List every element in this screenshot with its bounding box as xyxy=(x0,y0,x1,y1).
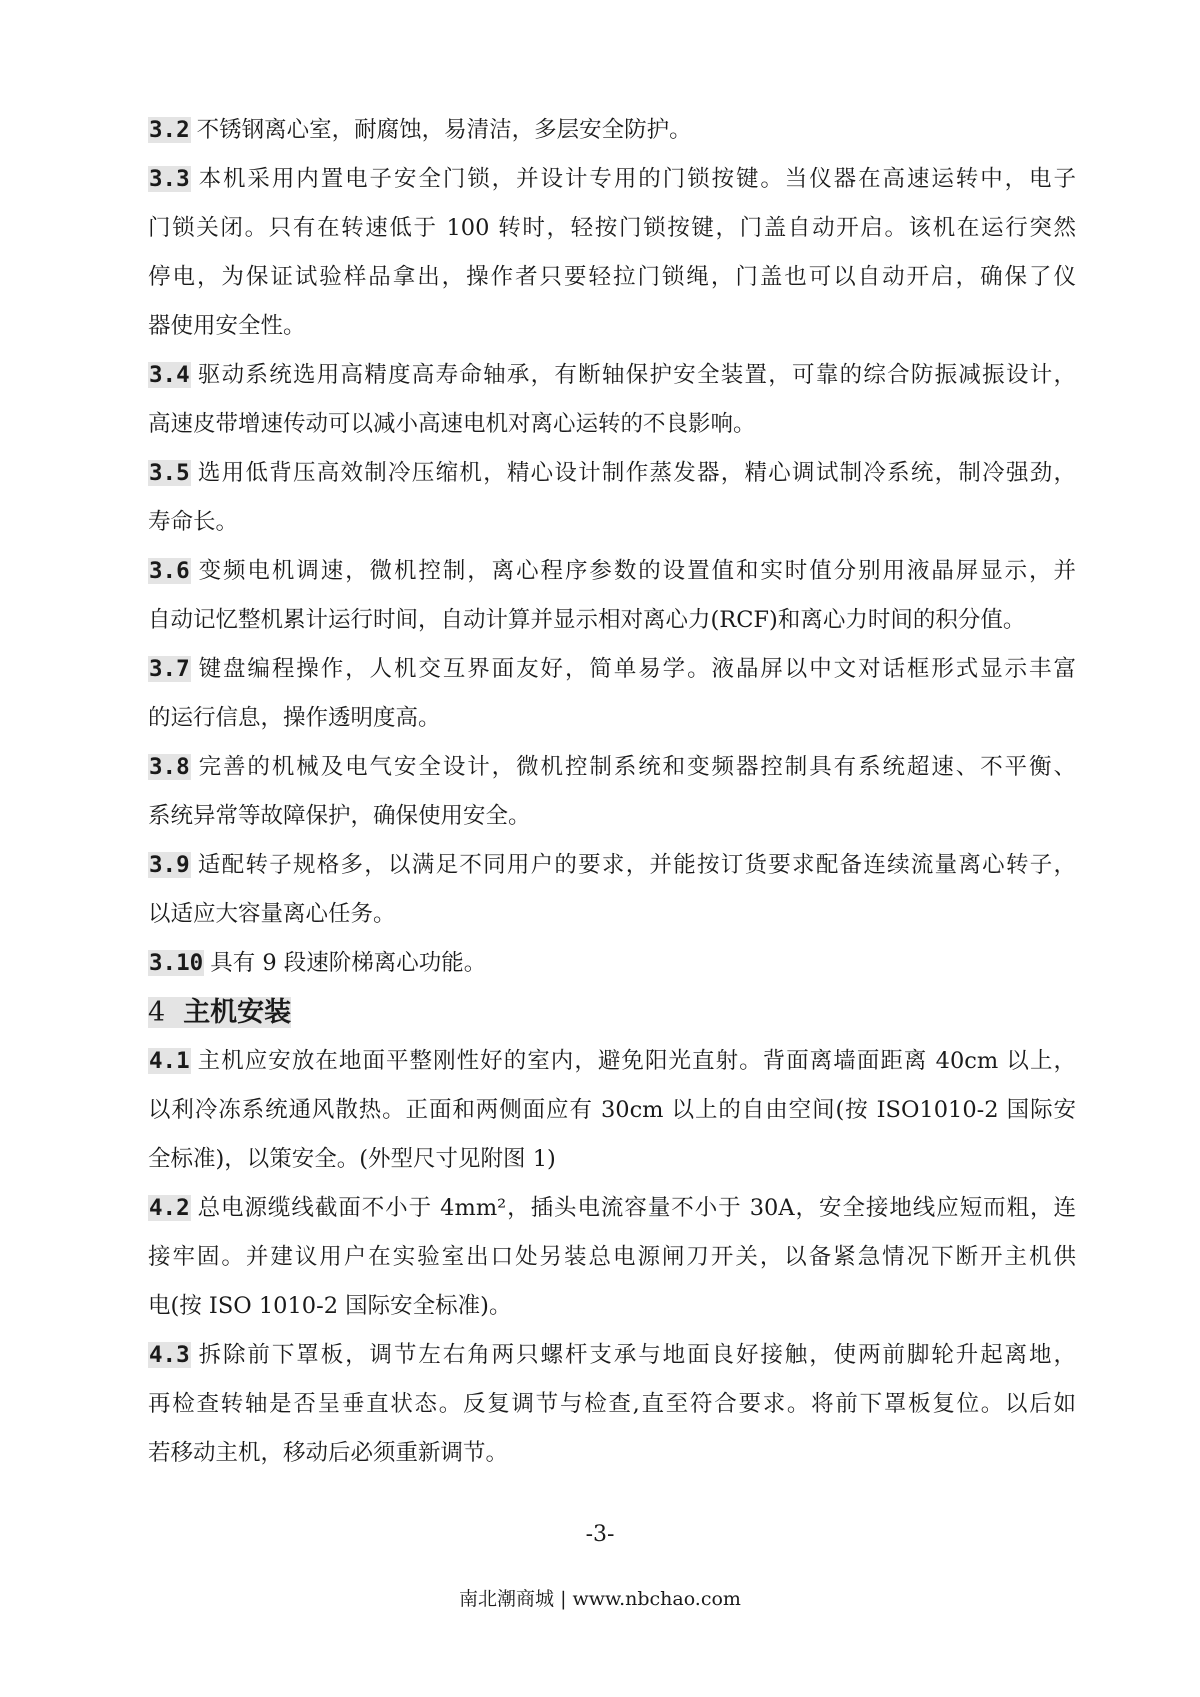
heading-title: 主机安装 xyxy=(183,997,292,1028)
text-line xyxy=(148,204,1076,253)
line-text: 接牢固。并建议用户在实验室出口处另装总电源闸刀开关，以备紧急情况下断开主机供 xyxy=(148,1244,1076,1270)
line-text: 拆除前下罩板，调节左右角两只螺杆支承与地面良好接触，使两前脚轮升起离地， xyxy=(196,1342,1076,1368)
line-text: 寿命长。 xyxy=(148,509,239,535)
item-number: 3.4 xyxy=(149,362,190,388)
text-line xyxy=(148,1037,1076,1086)
text-line xyxy=(148,253,1076,302)
item-number: 3.2 xyxy=(149,117,190,143)
line-text: 本机采用内置电子安全门锁，并设计专用的门锁按键。当仪器在高速运转中，电子 xyxy=(196,166,1076,192)
text-line xyxy=(148,498,1076,547)
line-text: 再检查转轴是否呈垂直状态。反复调节与检查,直至符合要求。将前下罩板复位。以后如 xyxy=(148,1391,1076,1417)
line-text: 完善的机械及电气安全设计，微机控制系统和变频器控制具有系统超速、不平衡、 xyxy=(196,754,1076,780)
line-text: 的运行信息，操作透明度高。 xyxy=(148,705,441,731)
line-text: 适配转子规格多，以满足不同用户的要求，并能按订货要求配备连续流量离心转子， xyxy=(196,852,1076,878)
line-text: 全标准)，以策安全。(外型尺寸见附图 1) xyxy=(148,1146,556,1172)
line-text: 总电源缆线截面不小于 4mm²，插头电流容量不小于 30A，安全接地线应短而粗，连 xyxy=(196,1195,1076,1221)
item-number: 3.8 xyxy=(149,754,190,780)
paragraph-item xyxy=(148,547,1076,645)
text-line xyxy=(148,743,1076,792)
line-text: 驱动系统选用高精度高寿命轴承，有断轴保护安全装置，可靠的综合防振减振设计， xyxy=(196,362,1076,388)
section-heading xyxy=(148,988,1076,1037)
line-text: 自动记忆整机累计运行时间，自动计算并显示相对离心力(RCF)和离心力时间的积分值。 xyxy=(148,607,1026,633)
item-number: 3.9 xyxy=(149,852,190,878)
line-text: 不锈钢离心室，耐腐蚀，易清洁，多层安全防护。 xyxy=(196,117,692,143)
paragraph-item xyxy=(148,155,1076,351)
text-line xyxy=(148,400,1076,449)
line-text: 具有 9 段速阶梯离心功能。 xyxy=(210,950,487,976)
document-body xyxy=(148,106,1076,1478)
line-text: 选用低背压高效制冷压缩机，精心设计制作蒸发器，精心调试制冷系统，制冷强劲， xyxy=(196,460,1076,486)
text-line xyxy=(148,1233,1076,1282)
text-line xyxy=(148,106,1076,155)
paragraph-item xyxy=(148,743,1076,841)
text-line xyxy=(148,155,1076,204)
text-line xyxy=(148,351,1076,400)
line-text: 停电，为保证试验样品拿出，操作者只要轻拉门锁绳，门盖也可以自动开启，确保了仪 xyxy=(148,264,1076,290)
item-number: 4.2 xyxy=(149,1195,190,1221)
text-line xyxy=(148,1380,1076,1429)
item-number: 4.3 xyxy=(149,1342,190,1368)
text-line xyxy=(148,1086,1076,1135)
text-line xyxy=(148,1429,1076,1478)
line-text: 高速皮带增速传动可以减小高速电机对离心运转的不良影响。 xyxy=(148,411,756,437)
paragraph-item xyxy=(148,1331,1076,1478)
text-line xyxy=(148,449,1076,498)
paragraph-item xyxy=(148,841,1076,939)
text-line xyxy=(148,792,1076,841)
paragraph-item xyxy=(148,351,1076,449)
text-line xyxy=(148,1135,1076,1184)
section-4-items xyxy=(148,1037,1076,1478)
line-text: 系统异常等故障保护，确保使用安全。 xyxy=(148,803,531,829)
line-text: 键盘编程操作，人机交互界面友好，简单易学。液晶屏以中文对话框形式显示丰富 xyxy=(196,656,1076,682)
paragraph-item xyxy=(148,1037,1076,1184)
section-3-items xyxy=(148,106,1076,988)
footer-watermark: 南北潮商城 | www.nbchao.com xyxy=(459,1588,741,1610)
text-line xyxy=(148,1184,1076,1233)
text-line xyxy=(148,1331,1076,1380)
text-line xyxy=(148,890,1076,939)
page-number: -3- xyxy=(585,1522,615,1547)
line-text: 电(按 ISO 1010-2 国际安全标准)。 xyxy=(148,1293,512,1319)
item-number: 3.10 xyxy=(149,950,204,976)
paragraph-item xyxy=(148,449,1076,547)
text-line xyxy=(148,547,1076,596)
line-text: 若移动主机，移动后必须重新调节。 xyxy=(148,1440,509,1466)
item-number: 3.6 xyxy=(149,558,190,584)
line-text: 门锁关闭。只有在转速低于 100 转时，轻按门锁按键，门盖自动开启。该机在运行突然 xyxy=(148,215,1076,241)
paragraph-item xyxy=(148,645,1076,743)
heading-number: 4 xyxy=(148,997,166,1028)
item-number: 3.3 xyxy=(149,166,190,192)
paragraph-item xyxy=(148,1184,1076,1331)
text-line xyxy=(148,645,1076,694)
item-number: 4.1 xyxy=(149,1048,190,1074)
text-line xyxy=(148,302,1076,351)
text-line xyxy=(148,1282,1076,1331)
line-text: 以适应大容量离心任务。 xyxy=(148,901,396,927)
text-line xyxy=(148,841,1076,890)
line-text: 主机应安放在地面平整刚性好的室内，避免阳光直射。背面离墙面距离 40cm 以上， xyxy=(196,1048,1076,1074)
text-line xyxy=(148,694,1076,743)
line-text: 以利冷冻系统通风散热。正面和两侧面应有 30cm 以上的自由空间(按 ISO1010-2 国际安 xyxy=(148,1097,1076,1123)
item-number: 3.7 xyxy=(149,656,190,682)
line-text: 器使用安全性。 xyxy=(148,313,306,339)
paragraph-item xyxy=(148,106,1076,155)
line-text: 变频电机调速，微机控制，离心程序参数的设置值和实时值分别用液晶屏显示，并 xyxy=(196,558,1076,584)
text-line xyxy=(148,596,1076,645)
paragraph-item xyxy=(148,939,1076,988)
item-number: 3.5 xyxy=(149,460,190,486)
text-line xyxy=(148,939,1076,988)
